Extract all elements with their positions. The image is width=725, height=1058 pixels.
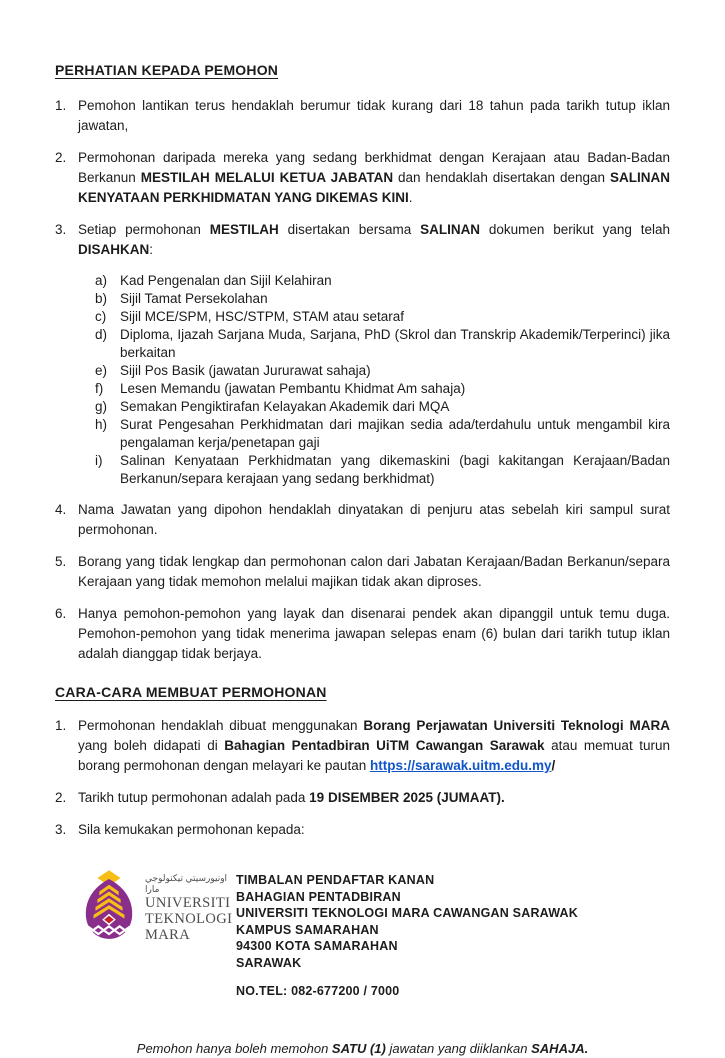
text-segment: Pemohon hanya boleh memohon bbox=[136, 1041, 332, 1056]
item-letter: f) bbox=[95, 381, 104, 396]
address-line: UNIVERSITI TEKNOLOGI MARA CAWANGAN SARAWAK bbox=[236, 906, 578, 920]
item-text bbox=[78, 820, 670, 840]
cara-item-list bbox=[55, 716, 670, 840]
text-segment: atau memuat turun borang permohonan dengan melayari ke pautan bbox=[78, 738, 671, 773]
item-letter: c) bbox=[95, 309, 107, 324]
perhatian-item-list bbox=[55, 96, 670, 664]
lettered-item bbox=[95, 290, 670, 308]
subitem-text: Semakan Pengiktirafan Kelayakan Akademik dari MQA bbox=[120, 399, 450, 414]
item-text bbox=[78, 716, 670, 776]
item-letter: a) bbox=[95, 273, 108, 288]
website-link[interactable]: https://sarawak.uitm.edu.my bbox=[369, 758, 552, 773]
item-letter: h) bbox=[95, 417, 108, 432]
lettered-item bbox=[95, 398, 670, 416]
item-number: 5. bbox=[55, 554, 67, 569]
numbered-item bbox=[55, 552, 670, 592]
subitem-text: Sijil Pos Basik (jawatan Jururawat sahaja) bbox=[120, 363, 371, 378]
numbered-item bbox=[55, 604, 670, 664]
text-segment: dan hendaklah disertakan dengan bbox=[393, 170, 611, 185]
text-segment: . bbox=[408, 190, 413, 205]
mailing-address bbox=[236, 870, 578, 998]
text-segment: Borang yang tidak lengkap dan permohonan calon dari Jabatan Kerajaan/Badan Berkanun/separa Kerajaan yang tidak memohon melalui majikan tidak akan diproses. bbox=[78, 554, 670, 589]
text-segment: Hanya pemohon-pemohon yang layak dan disenarai pendek akan dipanggil untuk temu duga. Pemohon-pemohon yang tidak menerima jawapan selepas enam (6) bulan dari tarikh tutup iklan adalah dianggap tidak berjaya. bbox=[78, 606, 670, 661]
lettered-item bbox=[95, 308, 670, 326]
uitm-emblem-icon bbox=[80, 870, 138, 944]
lettered-item bbox=[95, 416, 670, 452]
phone-number: NO.TEL: 082-677200 / 7000 bbox=[236, 984, 400, 998]
text-segment: MESTILAH MELALUI KETUA JABATAN bbox=[140, 170, 394, 185]
text-segment: Nama Jawatan yang dipohon hendaklah dinyatakan di penjuru atas sebelah kiri sampul surat permohonan. bbox=[78, 502, 670, 537]
item-text bbox=[78, 604, 670, 664]
text-segment: yang boleh didapati di bbox=[78, 738, 225, 753]
text-segment: disertakan bersama bbox=[278, 222, 421, 237]
item-letter: i) bbox=[95, 453, 103, 468]
section-heading-perhatian: PERHATIAN KEPADA PEMOHON bbox=[55, 62, 279, 78]
item-number: 3. bbox=[55, 822, 67, 837]
numbered-item bbox=[55, 788, 670, 808]
address-line: TIMBALAN PENDAFTAR KANAN bbox=[236, 873, 435, 887]
address-block bbox=[80, 870, 670, 998]
lettered-item bbox=[95, 272, 670, 290]
text-segment: 19 DISEMBER 2025 (JUMAAT). bbox=[309, 790, 505, 805]
numbered-item bbox=[55, 820, 670, 840]
wordmark-line-3: MARA bbox=[145, 927, 191, 943]
text-segment: SAHAJA. bbox=[531, 1041, 589, 1056]
text-segment: jawatan yang diiklankan bbox=[385, 1041, 532, 1056]
item-text bbox=[78, 96, 670, 136]
subitem-text: Lesen Memandu (jawatan Pembantu Khidmat Am sahaja) bbox=[120, 381, 466, 396]
item-text bbox=[78, 788, 670, 808]
subitem-text: Sijil MCE/SPM, HSC/STPM, STAM atau setaraf bbox=[120, 309, 405, 324]
address-line: BAHAGIAN PENTADBIRAN bbox=[236, 889, 401, 904]
text-segment: Borang Perjawatan Universiti Teknologi MARA bbox=[363, 718, 670, 733]
subitem-text: Surat Pengesahan Perkhidmatan dari majikan sedia ada/terdahulu untuk mengambil kira pengalaman kerja/penetapan gaji bbox=[120, 417, 670, 450]
item-letter: b) bbox=[95, 291, 108, 306]
subitem-text: Kad Pengenalan dan Sijil Kelahiran bbox=[120, 273, 332, 288]
footer-note bbox=[55, 1040, 670, 1058]
item-number: 2. bbox=[55, 790, 67, 805]
text-segment: : bbox=[149, 242, 154, 257]
subitem-text: Diploma, Ijazah Sarjana Muda, Sarjana, PhD (Skrol dan Transkrip Akademik/Terperinci) jika berkaitan bbox=[120, 327, 670, 360]
text-segment: Setiap permohonan bbox=[78, 222, 210, 237]
item-letter: d) bbox=[95, 327, 108, 342]
item-text bbox=[78, 552, 670, 592]
item-number: 6. bbox=[55, 606, 67, 621]
uitm-wordmark bbox=[145, 870, 236, 998]
lettered-item bbox=[95, 380, 670, 398]
text-segment: Bahagian Pentadbiran UiTM Cawangan Sarawak bbox=[224, 738, 545, 753]
item-letter: g) bbox=[95, 399, 108, 414]
jawi-script-text: اونيورسيتي تيكنولوجي مارا bbox=[145, 873, 228, 894]
text-segment: SALINAN KENYATAAN PERKHIDMATAN YANG DIKEMAS KINI bbox=[78, 170, 671, 205]
subitem-text: Salinan Kenyataan Perkhidmatan yang dikemaskini (bagi kakitangan Kerajaan/Badan Berkanun/separa kerajaan yang sedang berkhidmat) bbox=[120, 453, 670, 486]
numbered-item bbox=[55, 716, 670, 776]
text-segment: SATU (1) bbox=[331, 1041, 386, 1056]
text-segment: dokumen berikut yang telah bbox=[480, 222, 670, 237]
text-segment: Sila kemukakan permohonan kepada: bbox=[78, 822, 305, 837]
text-segment: MESTILAH bbox=[209, 222, 279, 237]
subitem-text: Sijil Tamat Persekolahan bbox=[120, 291, 268, 306]
section-heading-cara: CARA-CARA MEMBUAT PERMOHONAN bbox=[55, 684, 327, 700]
address-line: SARAWAK bbox=[236, 955, 302, 970]
item-number: 3. bbox=[55, 222, 67, 237]
text-segment: Permohonan hendaklah dibuat menggunakan bbox=[78, 718, 364, 733]
item-number: 1. bbox=[55, 98, 67, 113]
lettered-sublist bbox=[95, 272, 670, 488]
address-line: 94300 KOTA SAMARAHAN bbox=[236, 939, 398, 953]
lettered-item bbox=[95, 452, 670, 488]
text-segment: Permohonan daripada mereka yang sedang berkhidmat dengan Kerajaan atau Badan-Badan Berkanun bbox=[78, 150, 670, 185]
text-segment: Pemohon lantikan terus hendaklah berumur tidak kurang dari 18 tahun pada tarikh tutup iklan jawatan, bbox=[78, 98, 670, 133]
uitm-logo bbox=[80, 870, 236, 998]
lettered-item bbox=[95, 362, 670, 380]
item-number: 1. bbox=[55, 718, 67, 733]
item-text bbox=[78, 500, 670, 540]
numbered-item bbox=[55, 500, 670, 540]
text-segment: / bbox=[551, 758, 556, 773]
item-text bbox=[78, 220, 670, 260]
lettered-item bbox=[95, 326, 670, 362]
item-text bbox=[78, 148, 670, 208]
numbered-item bbox=[55, 148, 670, 208]
address-lines bbox=[236, 872, 578, 971]
item-letter: e) bbox=[95, 363, 108, 378]
text-segment: SALINAN bbox=[420, 222, 481, 237]
item-number: 4. bbox=[55, 502, 67, 517]
text-segment: Tarikh tutup permohonan adalah pada bbox=[78, 790, 310, 805]
address-line: KAMPUS SAMARAHAN bbox=[236, 922, 379, 937]
text-segment: DISAHKAN bbox=[78, 242, 150, 257]
numbered-item bbox=[55, 96, 670, 136]
wordmark-line-2: TEKNOLOGI bbox=[145, 911, 233, 927]
wordmark-line-1: UNIVERSITI bbox=[145, 895, 231, 911]
numbered-item bbox=[55, 220, 670, 488]
item-number: 2. bbox=[55, 150, 67, 165]
